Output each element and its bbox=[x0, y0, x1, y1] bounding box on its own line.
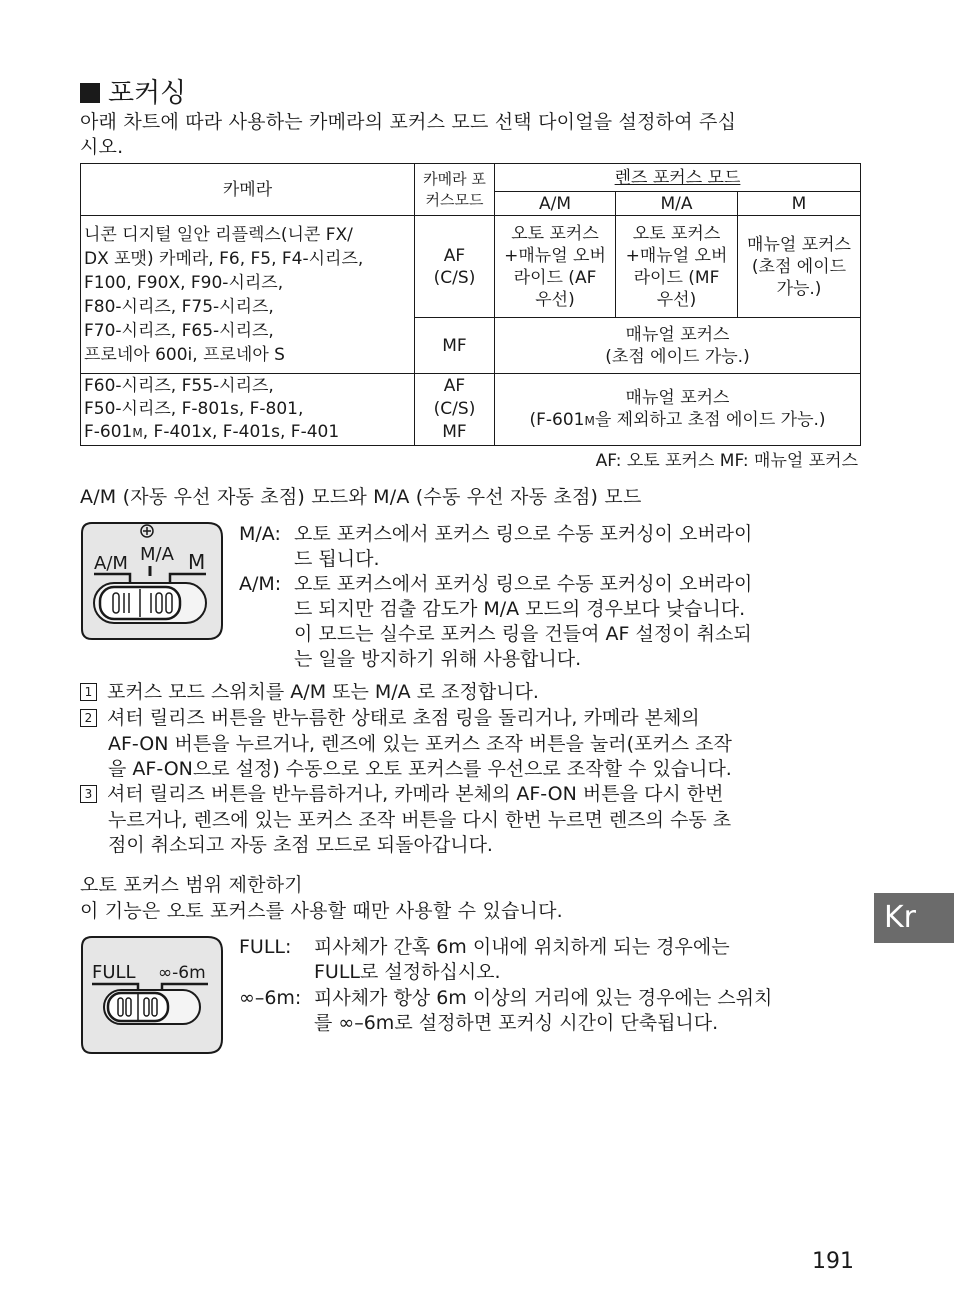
cell-text-small: M bbox=[132, 425, 143, 440]
cell-line: (초점 에이드 bbox=[751, 256, 847, 277]
full-label: FULL: bbox=[239, 936, 292, 958]
step-number: 3 bbox=[80, 785, 97, 803]
row1-am bbox=[495, 216, 616, 318]
cell-line bbox=[498, 409, 857, 432]
header-ma: M/A bbox=[616, 192, 738, 216]
header-lens-focus-mode-text: 렌즈 포커스 모드 bbox=[614, 167, 741, 188]
cell-line: F100, F90X, F90-시리즈, bbox=[84, 272, 284, 293]
desc-line: 오토 포커스에서 포커싱 링으로 수동 포커싱이 오버라이 bbox=[294, 573, 753, 595]
header-line: 커스모드 bbox=[425, 190, 484, 209]
cell-text: , F-401x, F-401s, F-401 bbox=[142, 421, 340, 442]
cell-line: +매뉴얼 오버 bbox=[504, 245, 606, 266]
cell-line: MF bbox=[442, 422, 467, 442]
square-bullet-icon bbox=[80, 83, 100, 103]
focus-limit-switch-illustration bbox=[80, 934, 225, 1056]
cell-line: 라이드 (MF bbox=[633, 267, 720, 288]
cell-text-small: M bbox=[584, 414, 595, 428]
cell-line: 매뉴얼 포커스 bbox=[747, 234, 851, 255]
page-title-text: 포커싱 bbox=[108, 78, 187, 109]
cell-line: (초점 에이드 가능.) bbox=[605, 346, 750, 367]
ma-label: M/A: bbox=[239, 523, 281, 545]
page-title bbox=[80, 78, 186, 110]
cell-line: AF bbox=[443, 376, 466, 396]
row3-camera bbox=[81, 374, 415, 446]
desc-line: 는 일을 방지하기 위해 사용합니다. bbox=[294, 648, 582, 670]
desc-line: 피사체가 간혹 6m 이내에 위치하게 되는 경우에는 bbox=[314, 936, 730, 958]
cell-line: DX 포맷) 카메라, F6, F5, F4-시리즈, bbox=[84, 248, 364, 269]
am-description bbox=[239, 572, 752, 672]
cell-line: F80-시리즈, F75-시리즈, bbox=[84, 296, 274, 317]
desc-line: 오토 포커스에서 포커스 링으로 수동 포커싱이 오버라이 bbox=[294, 523, 753, 545]
step-line: AF-ON 버튼을 누르거나, 렌즈에 있는 포커스 조작 버튼을 눌러(포커스 조작 bbox=[108, 732, 732, 755]
cell-line: 니콘 디지털 일안 리플렉스(니콘 FX/ bbox=[84, 224, 353, 245]
header-camera: 카메라 bbox=[81, 164, 415, 216]
cell-line: F60-시리즈, F55-시리즈, bbox=[84, 375, 274, 396]
intro-text bbox=[80, 110, 870, 160]
step-line: 셔터 릴리즈 버튼을 반누름한 상태로 초점 링을 돌리거나, 카메라 본체의 bbox=[107, 707, 700, 729]
desc-line: 드 되지만 검출 감도가 M/A 모드의 경우보다 낮습니다. bbox=[294, 598, 746, 620]
cell-line: AF bbox=[443, 245, 466, 266]
row1-ma bbox=[616, 216, 738, 318]
desc-line: 피사체가 항상 6m 이상의 거리에 있는 경우에는 스위치 bbox=[314, 987, 773, 1009]
row1-mode bbox=[415, 216, 495, 318]
row1-m bbox=[738, 216, 861, 318]
full-description bbox=[239, 935, 730, 985]
step-3 bbox=[80, 782, 731, 859]
section-title-am-ma: A/M (자동 우선 자동 초점) 모드와 M/A (수동 우선 자동 초점) 모드 bbox=[80, 486, 642, 508]
header-m: M bbox=[738, 192, 861, 216]
focus-mode-switch-illustration bbox=[80, 520, 225, 642]
intro-line: 시오. bbox=[80, 136, 124, 158]
row3-all bbox=[495, 374, 861, 446]
header-line: 카메라 포 bbox=[423, 169, 486, 188]
header-camera-focus-mode bbox=[415, 164, 495, 216]
desc-line: 드 됩니다. bbox=[294, 548, 380, 570]
header-am: A/M bbox=[495, 192, 616, 216]
page-number: 191 bbox=[812, 1249, 854, 1274]
step-line: 누르거나, 렌즈에 있는 포커스 조작 버튼을 다시 한번 누르면 렌즈의 수동 초 bbox=[108, 808, 732, 831]
cell-line: F50-시리즈, F-801s, F-801, bbox=[84, 398, 304, 419]
cell-line: 우선) bbox=[535, 289, 575, 310]
cell-line: 라이드 (AF bbox=[513, 267, 597, 288]
step-line: 포커스 모드 스위치를 A/M 또는 M/A 로 조정합니다. bbox=[107, 681, 539, 703]
step-number: 1 bbox=[80, 683, 97, 701]
infinity-label: ∞–6m: bbox=[239, 987, 302, 1009]
section-title-af-limit: 오토 포커스 범위 제한하기 bbox=[80, 874, 303, 896]
infinity-description bbox=[239, 986, 772, 1036]
row2-all bbox=[495, 318, 861, 374]
cell-line bbox=[84, 421, 411, 445]
step-1 bbox=[80, 680, 539, 706]
switch-label-am: A/M bbox=[94, 553, 128, 574]
desc-line: 를 ∞–6m로 설정하면 포커싱 시간이 단축됩니다. bbox=[314, 1012, 719, 1034]
desc-line: 이 모드는 실수로 포커스 링을 건들여 AF 설정이 취소되 bbox=[294, 623, 752, 645]
language-tab: Kr bbox=[874, 893, 954, 943]
focus-mode-table bbox=[80, 163, 861, 446]
cell-line: 우선) bbox=[656, 289, 697, 310]
cell-text: F-601 bbox=[84, 421, 133, 442]
switch-label-ma: M/A bbox=[140, 544, 174, 565]
step-line: 을 AF-ON으로 설정) 수동으로 오토 포커스를 우선으로 조작할 수 있습니다. bbox=[108, 758, 732, 780]
row3-mode bbox=[415, 374, 495, 446]
cell-text: (F-601 bbox=[529, 410, 585, 430]
cell-line: 가능.) bbox=[776, 278, 822, 299]
step-line: 점이 취소되고 자동 초점 모드로 되돌아갑니다. bbox=[108, 834, 493, 856]
table-legend: AF: 오토 포커스 MF: 매뉴얼 포커스 bbox=[595, 451, 858, 471]
section2-intro: 이 기능은 오토 포커스를 사용할 때만 사용할 수 있습니다. bbox=[80, 900, 563, 922]
header-lens-focus-mode bbox=[495, 164, 861, 192]
cell-line: 오토 포커스 bbox=[511, 223, 599, 244]
cell-text: 을 제외하고 초점 에이드 가능.) bbox=[594, 410, 826, 430]
step-number: 2 bbox=[80, 709, 97, 727]
cell-line: +매뉴얼 오버 bbox=[625, 245, 728, 266]
desc-line: FULL로 설정하십시오. bbox=[314, 961, 501, 983]
row1-camera bbox=[81, 216, 415, 374]
switch-label-m: M bbox=[188, 550, 206, 574]
cell-line: 매뉴얼 포커스 bbox=[625, 388, 730, 408]
cell-line: (C/S) bbox=[433, 399, 476, 419]
am-label: A/M: bbox=[239, 573, 282, 595]
switch-label-infinity: ∞-6m bbox=[158, 963, 206, 983]
cell-line: 오토 포커스 bbox=[632, 223, 721, 244]
cell-line: (C/S) bbox=[433, 267, 476, 288]
step-line: 셔터 릴리즈 버튼을 반누름하거나, 카메라 본체의 AF-ON 버튼을 다시 한번 bbox=[107, 783, 724, 805]
intro-line: 아래 차트에 따라 사용하는 카메라의 포커스 모드 선택 다이얼을 설정하여 주십 bbox=[80, 111, 737, 133]
switch-label-full: FULL bbox=[92, 962, 136, 983]
ma-description bbox=[239, 522, 752, 572]
cell-line: 매뉴얼 포커스 bbox=[625, 324, 730, 345]
row2-mode: MF bbox=[415, 318, 495, 374]
step-2 bbox=[80, 706, 732, 783]
cell-line: 프로네아 600i, 프로네아 S bbox=[84, 344, 285, 365]
cell-line: F70-시리즈, F65-시리즈, bbox=[84, 320, 274, 341]
